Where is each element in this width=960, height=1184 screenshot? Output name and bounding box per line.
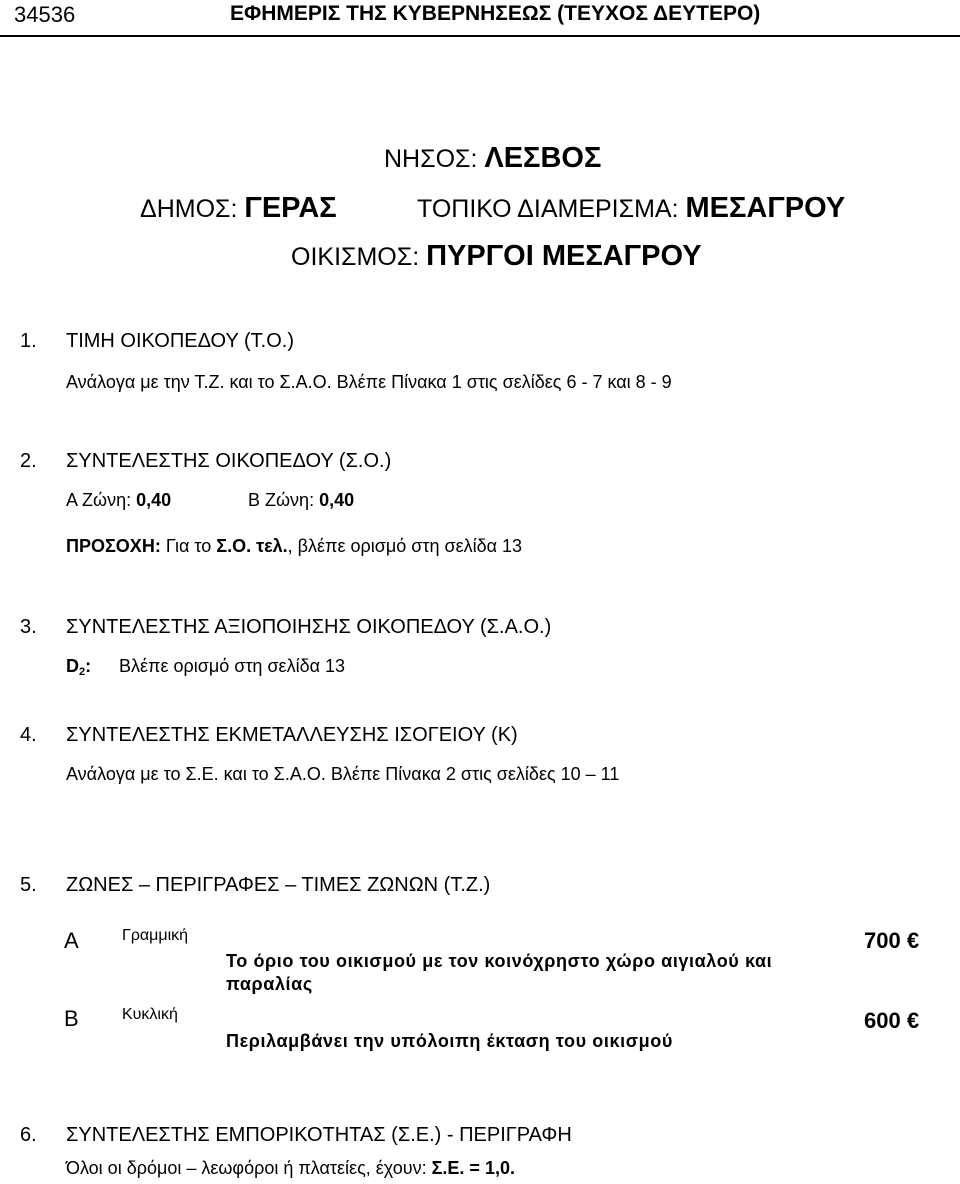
section-6-title: ΣΥΝΤΕΛΕΣΤΗΣ ΕΜΠΟΡΙΚΟΤΗΤΑΣ (Σ.Ε.) - ΠΕΡΙΓΡΑΦΗ <box>66 1124 572 1146</box>
section-1-body: Ανάλογα με την Τ.Ζ. και το Σ.Α.Ο. Βλέπε Πίνακα 1 στις σελίδες 6 - 7 και 8 - 9 <box>66 372 672 392</box>
section-6-body-value: Σ.Ε. = 1,0. <box>431 1158 515 1178</box>
section-2-number: 2. <box>20 450 37 472</box>
zone-a-factor <box>66 490 171 511</box>
zone-a-type: Γραμμική <box>122 927 189 944</box>
island-label: ΝΗΣΟΣ: <box>384 145 478 173</box>
zone-b-letter: Β <box>64 1006 79 1031</box>
zone-b-factor-label: Β Ζώνη: <box>248 490 315 510</box>
gazette-title: ΕΦΗΜΕΡΙΣ ΤΗΣ ΚΥΒΕΡΝΗΣΕΩΣ (ΤΕΥΧΟΣ ΔΕΥΤΕΡΟ) <box>230 2 761 25</box>
island-value: ΛΕΣΒΟΣ <box>484 142 602 174</box>
section-3-number: 3. <box>20 616 37 638</box>
section-6-number: 6. <box>20 1124 37 1146</box>
zone-b-factor <box>248 490 354 511</box>
d2-symbol <box>66 656 91 678</box>
zone-b-type: Κυκλική <box>122 1006 178 1023</box>
settlement-value: ΠΥΡΓΟΙ ΜΕΣΑΓΡΟΥ <box>426 240 702 272</box>
section-1-number: 1. <box>20 330 37 352</box>
section-3-title: ΣΥΝΤΕΛΕΣΤΗΣ ΑΞΙΟΠΟΙΗΣΗΣ ΟΙΚΟΠΕΔΟΥ (Σ.Α.Ο.) <box>66 616 552 638</box>
zone-a-factor-label: Α Ζώνη: <box>66 490 132 510</box>
zone-a-factor-value: 0,40 <box>136 490 172 510</box>
zone-a-letter: Α <box>64 928 79 953</box>
section-2-title: ΣΥΝΤΕΛΕΣΤΗΣ ΟΙΚΟΠΕΔΟΥ (Σ.Ο.) <box>66 450 392 472</box>
d2-colon: : <box>85 656 92 676</box>
district-label: ΤΟΠΙΚΟ ΔΙΑΜΕΡΙΣΜΑ: <box>417 195 679 223</box>
municipality-value: ΓΕΡΑΣ <box>244 192 337 224</box>
island-line <box>384 142 601 175</box>
section-1-title: ΤΙΜΗ ΟΙΚΟΠΕΔΟΥ (Τ.Ο.) <box>66 330 295 352</box>
d2-letter: D <box>66 656 79 676</box>
d2-subscript: 2 <box>79 666 86 678</box>
section-6-body <box>66 1158 515 1179</box>
section-4-body: Ανάλογα με το Σ.Ε. και το Σ.Α.Ο. Βλέπε Πίνακα 2 στις σελίδες 10 – 11 <box>66 764 620 784</box>
settlement-label: ΟΙΚΙΣΜΟΣ: <box>291 243 420 271</box>
zone-a-price: 700 € <box>864 928 920 953</box>
page-number: 34536 <box>14 2 76 27</box>
section-6-body-text: Όλοι οι δρόμοι – λεωφόροι ή πλατείες, έχουν: <box>66 1158 427 1178</box>
zone-b-price: 600 € <box>864 1008 920 1033</box>
section-4-number: 4. <box>20 724 37 746</box>
district-value: ΜΕΣΑΓΡΟΥ <box>685 192 846 224</box>
note-label: ΠΡΟΣΟΧΗ: <box>66 536 161 556</box>
zone-a-description-line2: παραλίας <box>226 974 313 994</box>
municipality-line <box>140 192 337 225</box>
zone-b-factor-value: 0,40 <box>319 490 355 510</box>
zone-b-description: Περιλαμβάνει την υπόλοιπη έκταση του οικισμού <box>226 1031 673 1051</box>
section-5-number: 5. <box>20 874 37 896</box>
zone-a-description-line1: Το όριο του οικισμού με τον κοινόχρηστο χώρο αιγιαλού και <box>226 951 773 971</box>
note-mid: Για το <box>165 536 212 556</box>
section-5-title: ΖΩΝΕΣ – ΠΕΡΙΓΡΑΦΕΣ – ΤΙΜΕΣ ΖΩΝΩΝ (Τ.Ζ.) <box>66 874 491 896</box>
header-divider <box>0 35 960 37</box>
section-3-body: Βλέπε ορισμό στη σελίδα 13 <box>119 656 346 676</box>
district-line <box>417 192 845 225</box>
note-bold: Σ.Ο. τελ. <box>216 536 288 556</box>
settlement-line <box>291 240 702 273</box>
municipality-label: ΔΗΜΟΣ: <box>140 195 238 223</box>
section-2-note <box>66 536 522 557</box>
section-4-title: ΣΥΝΤΕΛΕΣΤΗΣ ΕΚΜΕΤΑΛΛΕΥΣΗΣ ΙΣΟΓΕΙΟΥ (Κ) <box>66 724 518 746</box>
note-end: , βλέπε ορισμό στη σελίδα 13 <box>287 536 523 556</box>
